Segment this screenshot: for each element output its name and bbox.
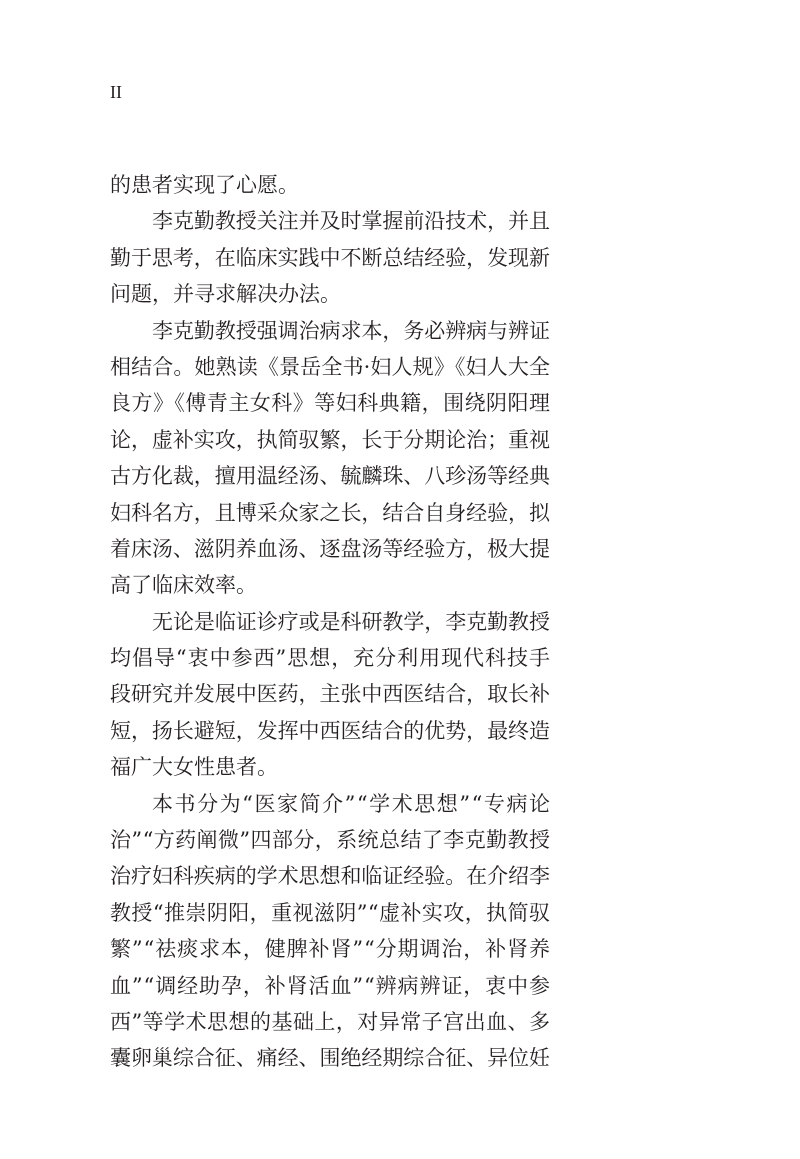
text-line: 西”等学术思想的基础上，对异常子宫出血、多 xyxy=(110,1009,551,1034)
text-line: 着床汤、滋阴养血汤、逐盘汤等经验方，极大提 xyxy=(110,536,550,561)
body-text xyxy=(110,167,550,1077)
text-line: 勤于思考，在临床实践中不断总结经验，发现新 xyxy=(110,245,550,270)
text-line: 论，虚补实攻，执简驭繁，长于分期论治；重视 xyxy=(110,427,550,452)
text-line: 治疗妇科疾病的学术思想和临证经验。在介绍李 xyxy=(110,864,550,889)
text-line: 的患者实现了心愿。 xyxy=(110,173,299,197)
text-line: 无论是临证诊疗或是科研教学，李克勤教授 xyxy=(152,609,550,634)
text-line: 本书分为“医家简介”“学术思想”“专病论 xyxy=(152,791,552,816)
text-line: 高了临床效率。 xyxy=(110,573,257,598)
text-line: 李克勤教授强调治病求本，务必辨病与辨证 xyxy=(152,318,550,343)
text-line: 良方》《傅青主女科》等妇科典籍，围绕阴阳理 xyxy=(110,391,551,416)
text-line: 教授“推崇阴阳，重视滋阴”“虚补实攻，执简驭 xyxy=(110,900,551,925)
text-line: 短，扬长避短，发挥中西医结合的优势，最终造 xyxy=(110,718,550,743)
text-line: 段研究并发展中医药，主张中西医结合，取长补 xyxy=(110,682,550,707)
paragraph xyxy=(110,313,550,604)
text-line: 古方化裁，擅用温经汤、毓麟珠、八珍汤等经典 xyxy=(110,464,550,489)
text-line: 妇科名方，且博采众家之长，结合自身经验，拟 xyxy=(110,500,550,525)
text-line: 囊卵巢综合征、痛经、围绝经期综合征、异位妊 xyxy=(110,1046,550,1071)
paragraph xyxy=(110,604,550,786)
text-line: 福广大女性患者。 xyxy=(110,755,278,780)
paragraph xyxy=(110,786,550,1077)
text-line: 均倡导“衷中参西”思想，充分利用现代科技手 xyxy=(110,646,551,671)
paragraph xyxy=(110,167,550,203)
text-line: 相结合。她熟读《景岳全书·妇人规》《妇人大全 xyxy=(110,354,551,379)
paragraph xyxy=(110,203,550,312)
text-line: 问题，并寻求解决办法。 xyxy=(110,282,341,307)
text-line: 治”“方药阐微”四部分，系统总结了李克勤教授 xyxy=(110,828,551,853)
page-number: II xyxy=(110,82,122,102)
text-line: 繁”“祛痰求本，健脾补肾”“分期调治，补肾养 xyxy=(110,937,551,962)
text-line: 李克勤教授关注并及时掌握前沿技术，并且 xyxy=(152,209,550,234)
text-line: 血”“调经助孕，补肾活血”“辨病辨证，衷中参 xyxy=(110,973,551,998)
